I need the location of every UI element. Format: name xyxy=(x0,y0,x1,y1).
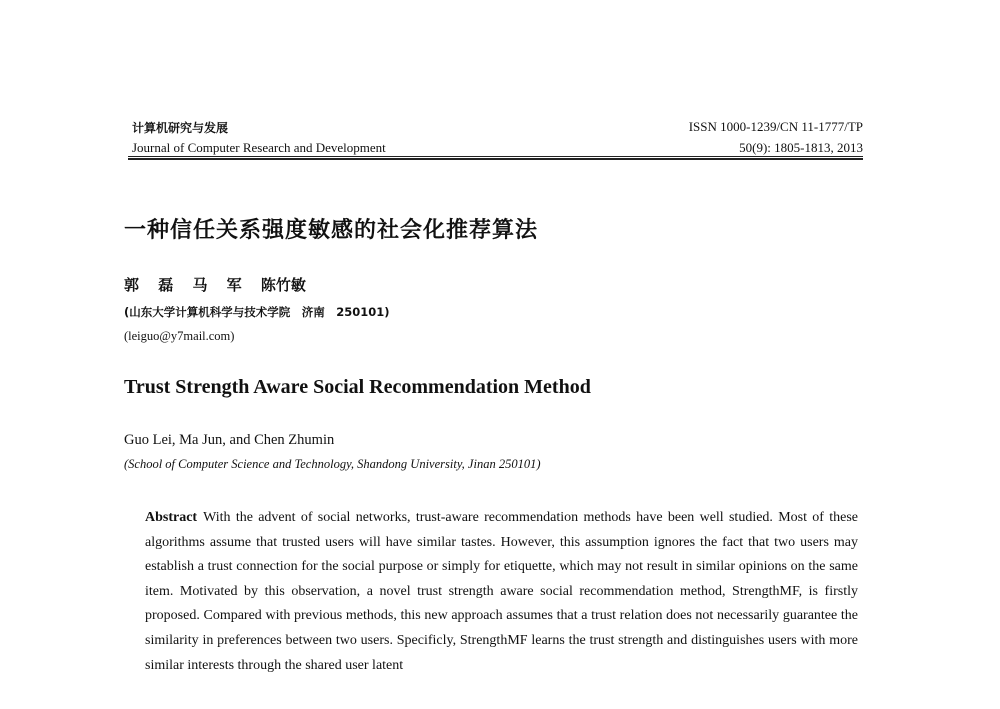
abstract-label: Abstract xyxy=(145,510,198,525)
header-rule-thick xyxy=(128,158,863,160)
authors-en: Guo Lei, Ma Jun, and Chen Zhumin xyxy=(124,432,335,448)
authors-cn: 郭 磊 马 军 陈竹敏 xyxy=(124,276,306,294)
affiliation-en: (School of Computer Science and Technology, Shandong University, Jinan 250101) xyxy=(124,457,541,471)
header-rule xyxy=(128,156,863,157)
journal-name-cn: 计算机研究与发展 xyxy=(132,121,229,135)
title-en: Trust Strength Aware Social Recommendation Method xyxy=(124,376,591,398)
abstract-text: With the advent of social networks, trust-aware recommendation methods have been well studied. Most of these algorithms assume that trusted users will have similar tastes. However, this assumption ignores the fact that two users may establish a trust connection for the social purpose or simply for etiquette, which may not result in similar opinions on the same item. Motivated by this observation, a novel trust strength aware social recommendation method, StrengthMF, is firstly proposed. Compared with previous methods, this new approach assumes that a trust relation does not necessarily guarantee the similarity in preferences between two users. Specificly, StrengthMF learns the trust strength and distinguishes users with more similar interests through the shared user latent xyxy=(145,510,858,673)
issn: ISSN 1000-1239/CN 11-1777/TP xyxy=(688,119,863,134)
affiliation-cn: (山东大学计算机科学与技术学院 济南 250101) xyxy=(124,305,390,319)
abstract xyxy=(145,506,858,678)
email: (leiguo@y7mail.com) xyxy=(124,329,235,343)
title-cn: 一种信任关系强度敏感的社会化推荐算法 xyxy=(124,218,539,243)
journal-name-en: Journal of Computer Research and Development xyxy=(132,140,386,155)
issue-info: 50(9): 1805-1813, 2013 xyxy=(739,140,863,155)
